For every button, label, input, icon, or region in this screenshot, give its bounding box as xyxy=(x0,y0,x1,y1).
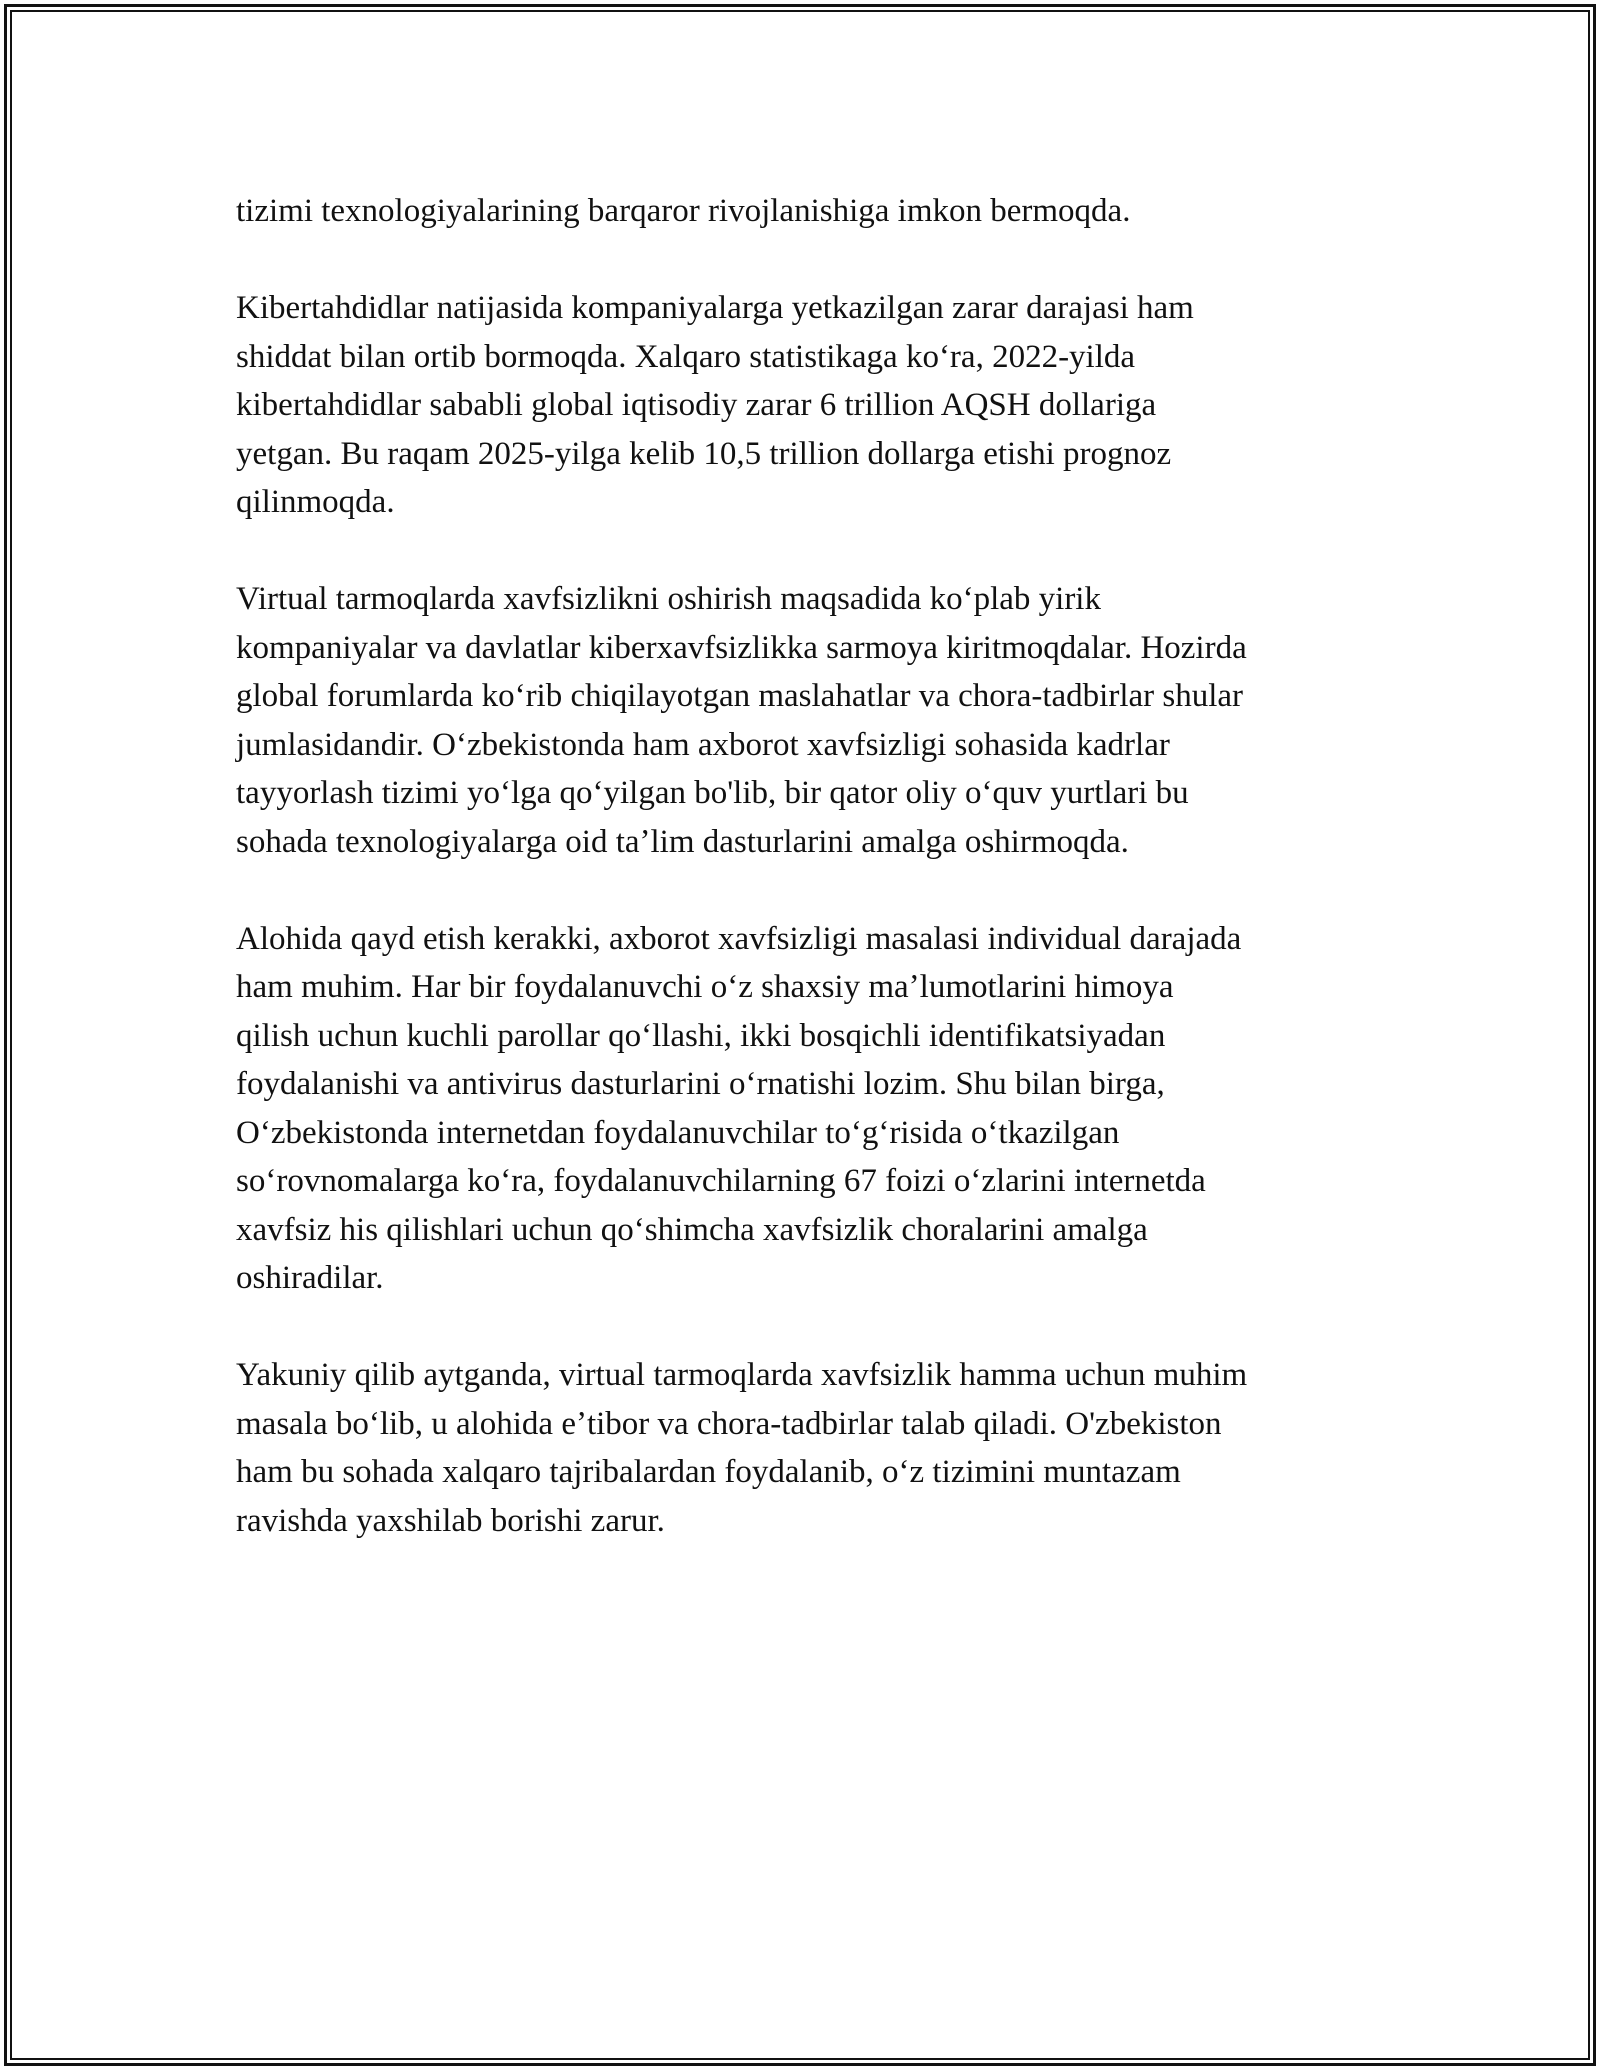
paragraph-3 xyxy=(236,575,1370,866)
text-line: shiddat bilan ortib bormoqda. Xalqaro statistikaga koʻra, 2022-yilda xyxy=(236,338,1136,375)
text-line: tayyorlash tizimi yoʻlga qoʻyilgan bo'lib, bir qator oliy oʻquv yurtlari bu xyxy=(236,775,1189,811)
paragraph-5 xyxy=(236,1351,1370,1545)
text-line: yetgan. Bu raqam 2025-yilga kelib 10,5 trillion dollarga etishi prognoz xyxy=(236,435,1172,472)
text-line: xavfsiz his qilishlari uchun qoʻshimcha xavfsizlik choralarini amalga xyxy=(236,1211,1148,1248)
text-line: kompaniyalar va davlatlar kiberxavfsizlikka sarmoya kiritmoqdalar. Hozirda xyxy=(236,629,1247,666)
text-line: oshiradilar. xyxy=(236,1260,384,1296)
paragraph-2 xyxy=(236,284,1370,527)
text-line: ravishda yaxshilab borishi zarur. xyxy=(236,1502,665,1539)
text-line: kibertahdidlar sababli global iqtisodiy zarar 6 trillion AQSH dollariga xyxy=(236,387,1157,423)
paragraph-1 xyxy=(236,187,1370,236)
text-line: ham muhim. Har bir foydalanuvchi oʻz shaxsiy maʼlumotlarini himoya xyxy=(236,969,1174,1005)
text-line: sohada texnologiyalarga oid taʼlim dasturlarini amalga oshirmoqda. xyxy=(236,823,1129,860)
text-line: global forumlarda koʻrib chiqilayotgan maslahatlar va chora-tadbirlar shular xyxy=(236,678,1244,714)
text-line: Virtual tarmoqlarda xavfsizlikni oshirish maqsadida koʻplab yirik xyxy=(236,581,1101,617)
text-line: Kibertahdidlar natijasida kompaniyalarga yetkazilgan zarar darajasi ham xyxy=(236,290,1194,326)
text-line: Yakuniy qilib aytganda, virtual tarmoqlarda xavfsizlik hamma uchun muhim xyxy=(236,1357,1248,1393)
text-line: qilish uchun kuchli parollar qoʻllashi, ikki bosqichli identifikatsiyadan xyxy=(236,1017,1166,1054)
text-line: jumlasidandir. Oʻzbekistonda ham axborot xavfsizligi sohasida kadrlar xyxy=(236,726,1170,763)
text-line: Alohida qayd etish kerakki, axborot xavfsizligi masalasi individual darajada xyxy=(236,920,1242,957)
text-line: tizimi texnologiyalarining barqaror rivojlanishiga imkon bermoqda. xyxy=(236,193,1131,229)
text-line: Oʻzbekistonda internetdan foydalanuvchilar toʻgʻrisida oʻtkazilgan xyxy=(236,1114,1120,1151)
document-body xyxy=(236,187,1370,1594)
text-line: ham bu sohada xalqaro tajribalardan foydalanib, oʻz tizimini muntazam xyxy=(236,1454,1181,1490)
text-line: qilinmoqda. xyxy=(236,484,395,520)
text-line: soʻrovnomalarga koʻra, foydalanuvchilarning 67 foizi oʻzlarini internetda xyxy=(236,1163,1206,1199)
text-line: masala boʻlib, u alohida eʼtibor va chora-tadbirlar talab qiladi. O'zbekiston xyxy=(236,1405,1222,1442)
text-line: foydalanishi va antivirus dasturlarini oʻrnatishi lozim. Shu bilan birga, xyxy=(236,1066,1165,1102)
paragraph-4 xyxy=(236,915,1370,1303)
